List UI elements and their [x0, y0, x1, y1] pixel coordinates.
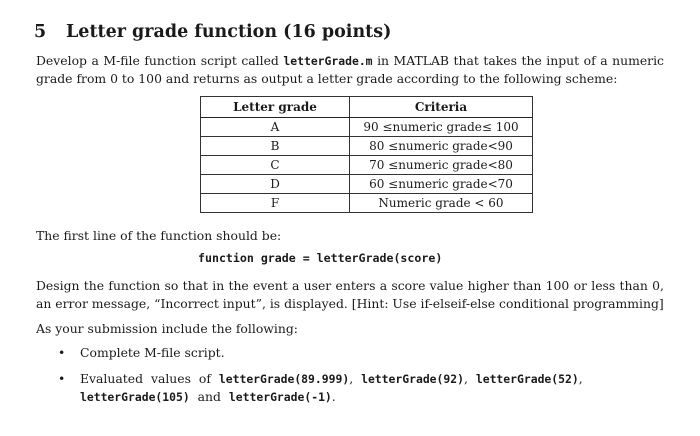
submission-item-text: Complete M-file script. [80, 345, 225, 360]
table-row [201, 137, 533, 156]
submission-list [58, 344, 664, 406]
grade-cell: B [201, 137, 350, 156]
table-row [201, 194, 533, 213]
grade-cell: A [201, 118, 350, 137]
design-paragraph: Design the function so that in the event a user enters a score value higher than 100 or less than 0, an error message, “Incorrect input”, is displayed. [Hint: Use if-elseif-else conditional programming] [36, 278, 664, 311]
criteria-cell: 60 ≤numeric grade<70 [350, 175, 533, 194]
function-call: letterGrade(105) [80, 390, 190, 404]
call-conjunction: and [189, 389, 229, 404]
intro-text-1: Develop a M-file function script called [36, 53, 284, 68]
call-separator: , [349, 371, 362, 386]
function-call: letterGrade(-1) [228, 390, 332, 404]
table-row [201, 156, 533, 175]
grade-table [200, 96, 533, 213]
criteria-cell: 90 ≤numeric grade≤ 100 [350, 118, 533, 137]
grade-table-header-row [201, 97, 533, 118]
call-separator: , [463, 371, 476, 386]
submission-intro: As your submission include the following: [36, 321, 298, 336]
grade-table-header-letter: Letter grade [201, 97, 350, 118]
section-heading [34, 22, 391, 42]
intro-text-2: in MATLAB that takes the input of a numeric grade from 0 to 100 and returns as output a letter grade according to the following scheme: [36, 53, 664, 86]
table-row [201, 175, 533, 194]
intro-filename: letterGrade.m [283, 54, 373, 68]
criteria-cell: 80 ≤numeric grade<90 [350, 137, 533, 156]
section-title: Letter grade function (16 points) [66, 22, 392, 42]
criteria-cell: Numeric grade < 60 [350, 194, 533, 213]
call-separator: , [578, 371, 583, 386]
criteria-cell: 70 ≤numeric grade<80 [350, 156, 533, 175]
call-end: . [331, 389, 336, 404]
submission-item-prefix: Evaluated values of [80, 371, 219, 386]
bullet-icon: • [58, 371, 66, 386]
first-line-text: The first line of the function should be: [36, 228, 282, 243]
function-call: letterGrade(89.999) [218, 372, 350, 386]
grade-cell: C [201, 156, 350, 175]
function-call: letterGrade(52) [475, 372, 579, 386]
grade-cell: D [201, 175, 350, 194]
section-number: 5 [34, 22, 47, 42]
bullet-icon: • [58, 345, 66, 360]
intro-paragraph [36, 52, 664, 88]
table-row [201, 118, 533, 137]
list-item [58, 370, 664, 406]
list-item [58, 344, 664, 362]
grade-cell: F [201, 194, 350, 213]
function-call: letterGrade(92) [361, 372, 464, 386]
grade-table-header-criteria: Criteria [350, 97, 533, 118]
function-signature: function grade = letterGrade(score) [198, 251, 443, 265]
